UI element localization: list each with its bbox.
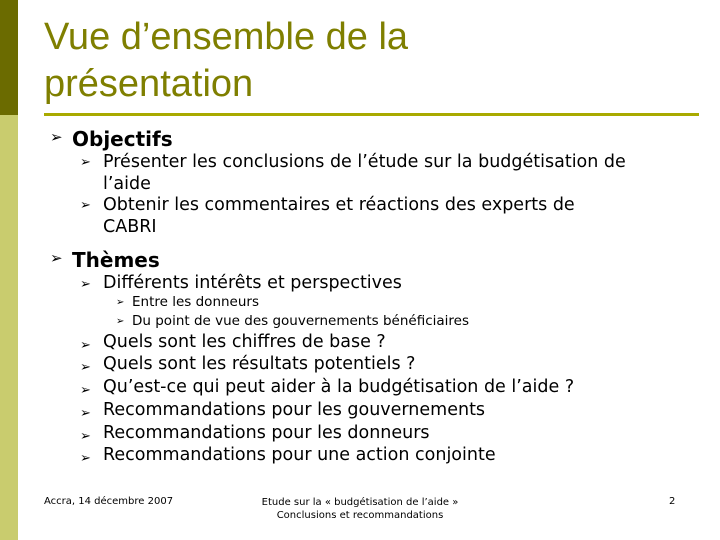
bullet-arrow-icon: ➢	[50, 128, 63, 146]
list-item	[103, 194, 575, 238]
sub-list-item: Du point de vue des gouvernements bénéficiaires	[132, 313, 469, 329]
sub-list-item: Entre les donneurs	[132, 294, 259, 310]
title-underline	[44, 113, 699, 116]
bullet-arrow-icon: ➢	[80, 198, 91, 213]
list-item-line: l’aide	[103, 174, 151, 194]
footer-date: Accra, 14 décembre 2007	[44, 496, 174, 507]
section-heading-objectifs: Objectifs	[72, 127, 173, 151]
bullet-arrow-icon: ➢	[80, 451, 91, 466]
list-item-line: Obtenir les commentaires et réactions des experts de	[103, 195, 575, 215]
left-accent-bar-top	[0, 0, 18, 115]
page-number: 2	[669, 496, 676, 507]
bullet-arrow-icon: ➢	[116, 297, 125, 308]
footer-center-line2: Conclusions et recommandations	[276, 510, 444, 521]
bullet-arrow-icon: ➢	[80, 360, 91, 375]
list-item: Différents intérêts et perspectives	[103, 273, 402, 293]
list-item-line: CABRI	[103, 217, 157, 237]
list-item-line: Présenter les conclusions de l’étude sur la budgétisation de	[103, 152, 626, 172]
bullet-arrow-icon: ➢	[80, 277, 91, 292]
list-item: Qu’est-ce qui peut aider à la budgétisation de l’aide ?	[103, 377, 575, 397]
footer-center	[230, 496, 490, 522]
bullet-arrow-icon: ➢	[80, 338, 91, 353]
bullet-arrow-icon: ➢	[80, 155, 91, 170]
bullet-arrow-icon: ➢	[50, 249, 63, 267]
bullet-arrow-icon: ➢	[80, 406, 91, 421]
list-item: Recommandations pour les gouvernements	[103, 400, 486, 420]
list-item: Quels sont les résultats potentiels ?	[103, 354, 416, 374]
list-item	[103, 151, 626, 195]
slide-title-line2: présentation	[44, 63, 254, 105]
left-accent-bar-bottom	[0, 115, 18, 540]
section-heading-themes: Thèmes	[72, 248, 160, 272]
slide-title-line1: Vue d’ensemble de la	[44, 16, 409, 58]
bullet-arrow-icon: ➢	[80, 383, 91, 398]
list-item: Recommandations pour une action conjointe	[103, 445, 496, 465]
bullet-arrow-icon: ➢	[116, 316, 125, 327]
slide-title	[44, 14, 684, 108]
footer-center-line1: Etude sur la « budgétisation de l’aide »	[261, 497, 459, 508]
list-item: Recommandations pour les donneurs	[103, 423, 430, 443]
list-item: Quels sont les chiffres de base ?	[103, 332, 386, 352]
bullet-arrow-icon: ➢	[80, 429, 91, 444]
